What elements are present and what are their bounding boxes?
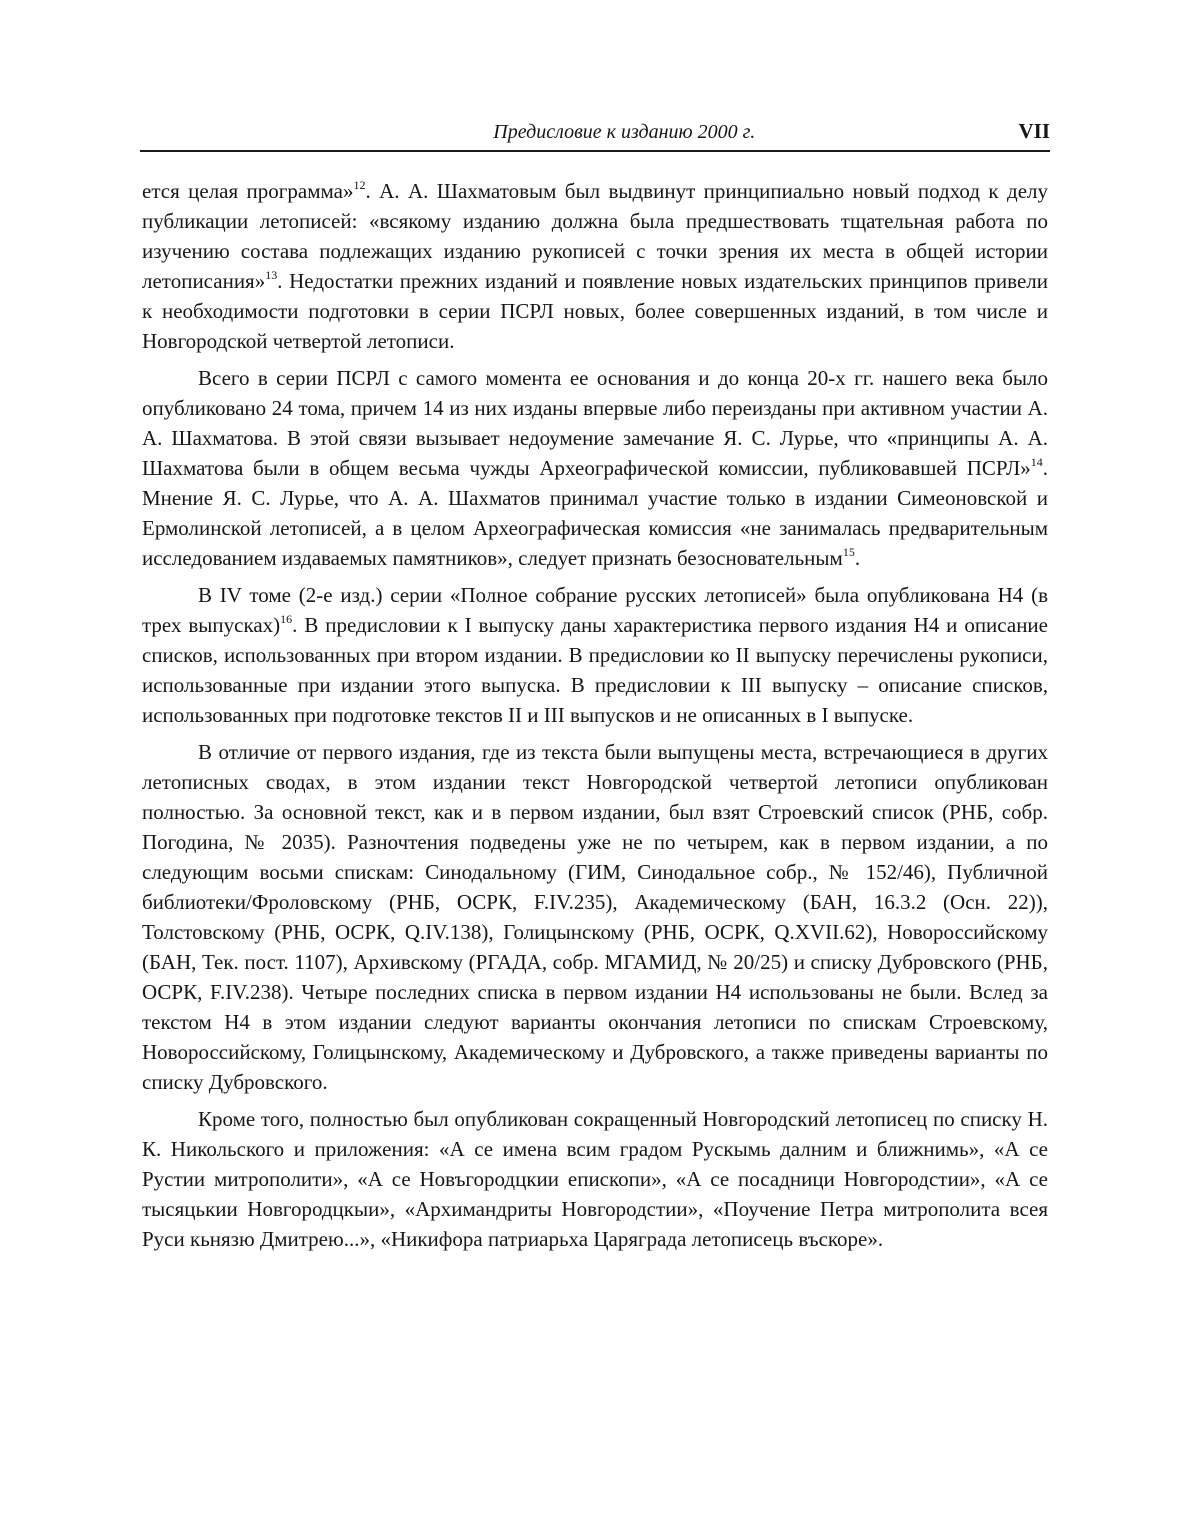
text-run: . [854,546,861,570]
text-run: В IV томе (2-е изд.) серии «Полное собрание русских летописей» была опубликована Н4 (в трех выпусках) [142,583,1048,637]
header-rule [140,150,1050,152]
text-run: . Мнение Я. С. Лурье, что А. А. Шахматов принимал участие только в издании Симеоновской и Ермолинской летописей, а в целом Археографическая комиссия «не занималась предварительным исследованием издаваемых памятников», следует признать безосновательным [142,456,1048,570]
footnote-ref: 16 [280,612,293,626]
footnote-ref: 14 [1030,455,1043,469]
footnote-ref: 13 [265,268,278,282]
text-run: . А. А. Шахматовым был выдвинут принципиально новый подход к делу публикации летописей: «всякому изданию должна была предшествовать тщательная работа по изучению состава подлежащих изданию рукописей с точки зрения их места в общей истории летописания» [142,179,1048,293]
running-title: Предисловие к изданию 2000 г. [493,121,756,143]
footnote-ref: 12 [353,178,366,192]
text-run: . В предисловии к I выпуску даны характеристика первого издания Н4 и описание списков, использованных при втором издании. В предисловии ко II выпуску перечислены рукописи, использованные при издании этого выпуска. В предисловии к III выпуску – описание списков, использованных при подготовке текстов II и III выпусков и не описанных в I выпуске. [142,613,1048,727]
footnote-ref: 15 [842,545,855,559]
text-run: В отличие от первого издания, где из текста были выпущены места, встречающиеся в других летописных сводах, в этом издании текст Новгородской четвертой летописи опубликован полностью. За основной текст, как и в первом издании, был взят Строевский список (РНБ, собр. Погодина, № 2035). Разночтения подведены уже не по четырем, как в первом издании, а по следующим восьми спискам: Синодальному (ГИМ, Синодальное собр., № 152/46), Публичной библиотеки/Фроловскому (РНБ, ОСРК, F.IV.235), Академическому (БАН, 16.3.2 (Осн. 22)), Толстовскому (РНБ, ОСРК, Q.IV.138), Голицынскому (РНБ, ОСРК, Q.XVII.62), Новороссийскому (БАН, Тек. пост. 1107), Архивскому (РГАДА, собр. МГАМИД, № 20/25) и списку Дубровского (РНБ, ОСРК, F.IV.238). Четыре последних списка в первом издании Н4 использованы не были. Вслед за текстом Н4 в этом издании следуют варианты окончания летописи по спискам Строевскому, Новороссийскому, Голицынскому, Академическому и Дубровского, а также приведены варианты по списку Дубровского. [142,740,1048,1094]
text-run: ется целая программа» [142,179,354,203]
text-run: Кроме того, полностью был опубликован сокращенный Новгородский летописец по списку Н. К. Никольского и приложения: «А се имена всим градом Рускымь далним и ближнимь», «А се Рустии митрополити», «А се Новъгородцкии епископи», «А се посадници Новгородстии», «А се тысяцькии Новгородцкыи», «Архимандриты Новгородстии», «Поучение Петра митрополита всея Руси кьнязю Дмитрею...», «Никифора патриарьха Царяграда летописець въскоре». [142,1107,1048,1251]
paragraph [142,580,1048,730]
paragraph [142,1104,1048,1254]
paragraph [142,176,1048,356]
text-run: Всего в серии ПСРЛ с самого момента ее основания и до конца 20-х гг. нашего века было опубликовано 24 тома, причем 14 из них изданы впервые либо переизданы при активном участии А. А. Шахматова. В этой связи вызывает недоумение замечание Я. С. Лурье, что «принципы А. А. Шахматова были в общем весьма чужды Археографической комиссии, публиковавшей ПСРЛ» [142,366,1048,480]
running-head [140,104,1050,144]
text-run: . Недостатки прежних изданий и появление новых издательских принципов привели к необходимости подготовки в серии ПСРЛ новых, более совершенных изданий, в том числе и Новгородской четвертой летописи. [142,269,1048,353]
paragraph [142,737,1048,1097]
paragraph [142,363,1048,573]
body-text [142,176,1048,1254]
page-number: VII [1018,119,1050,143]
